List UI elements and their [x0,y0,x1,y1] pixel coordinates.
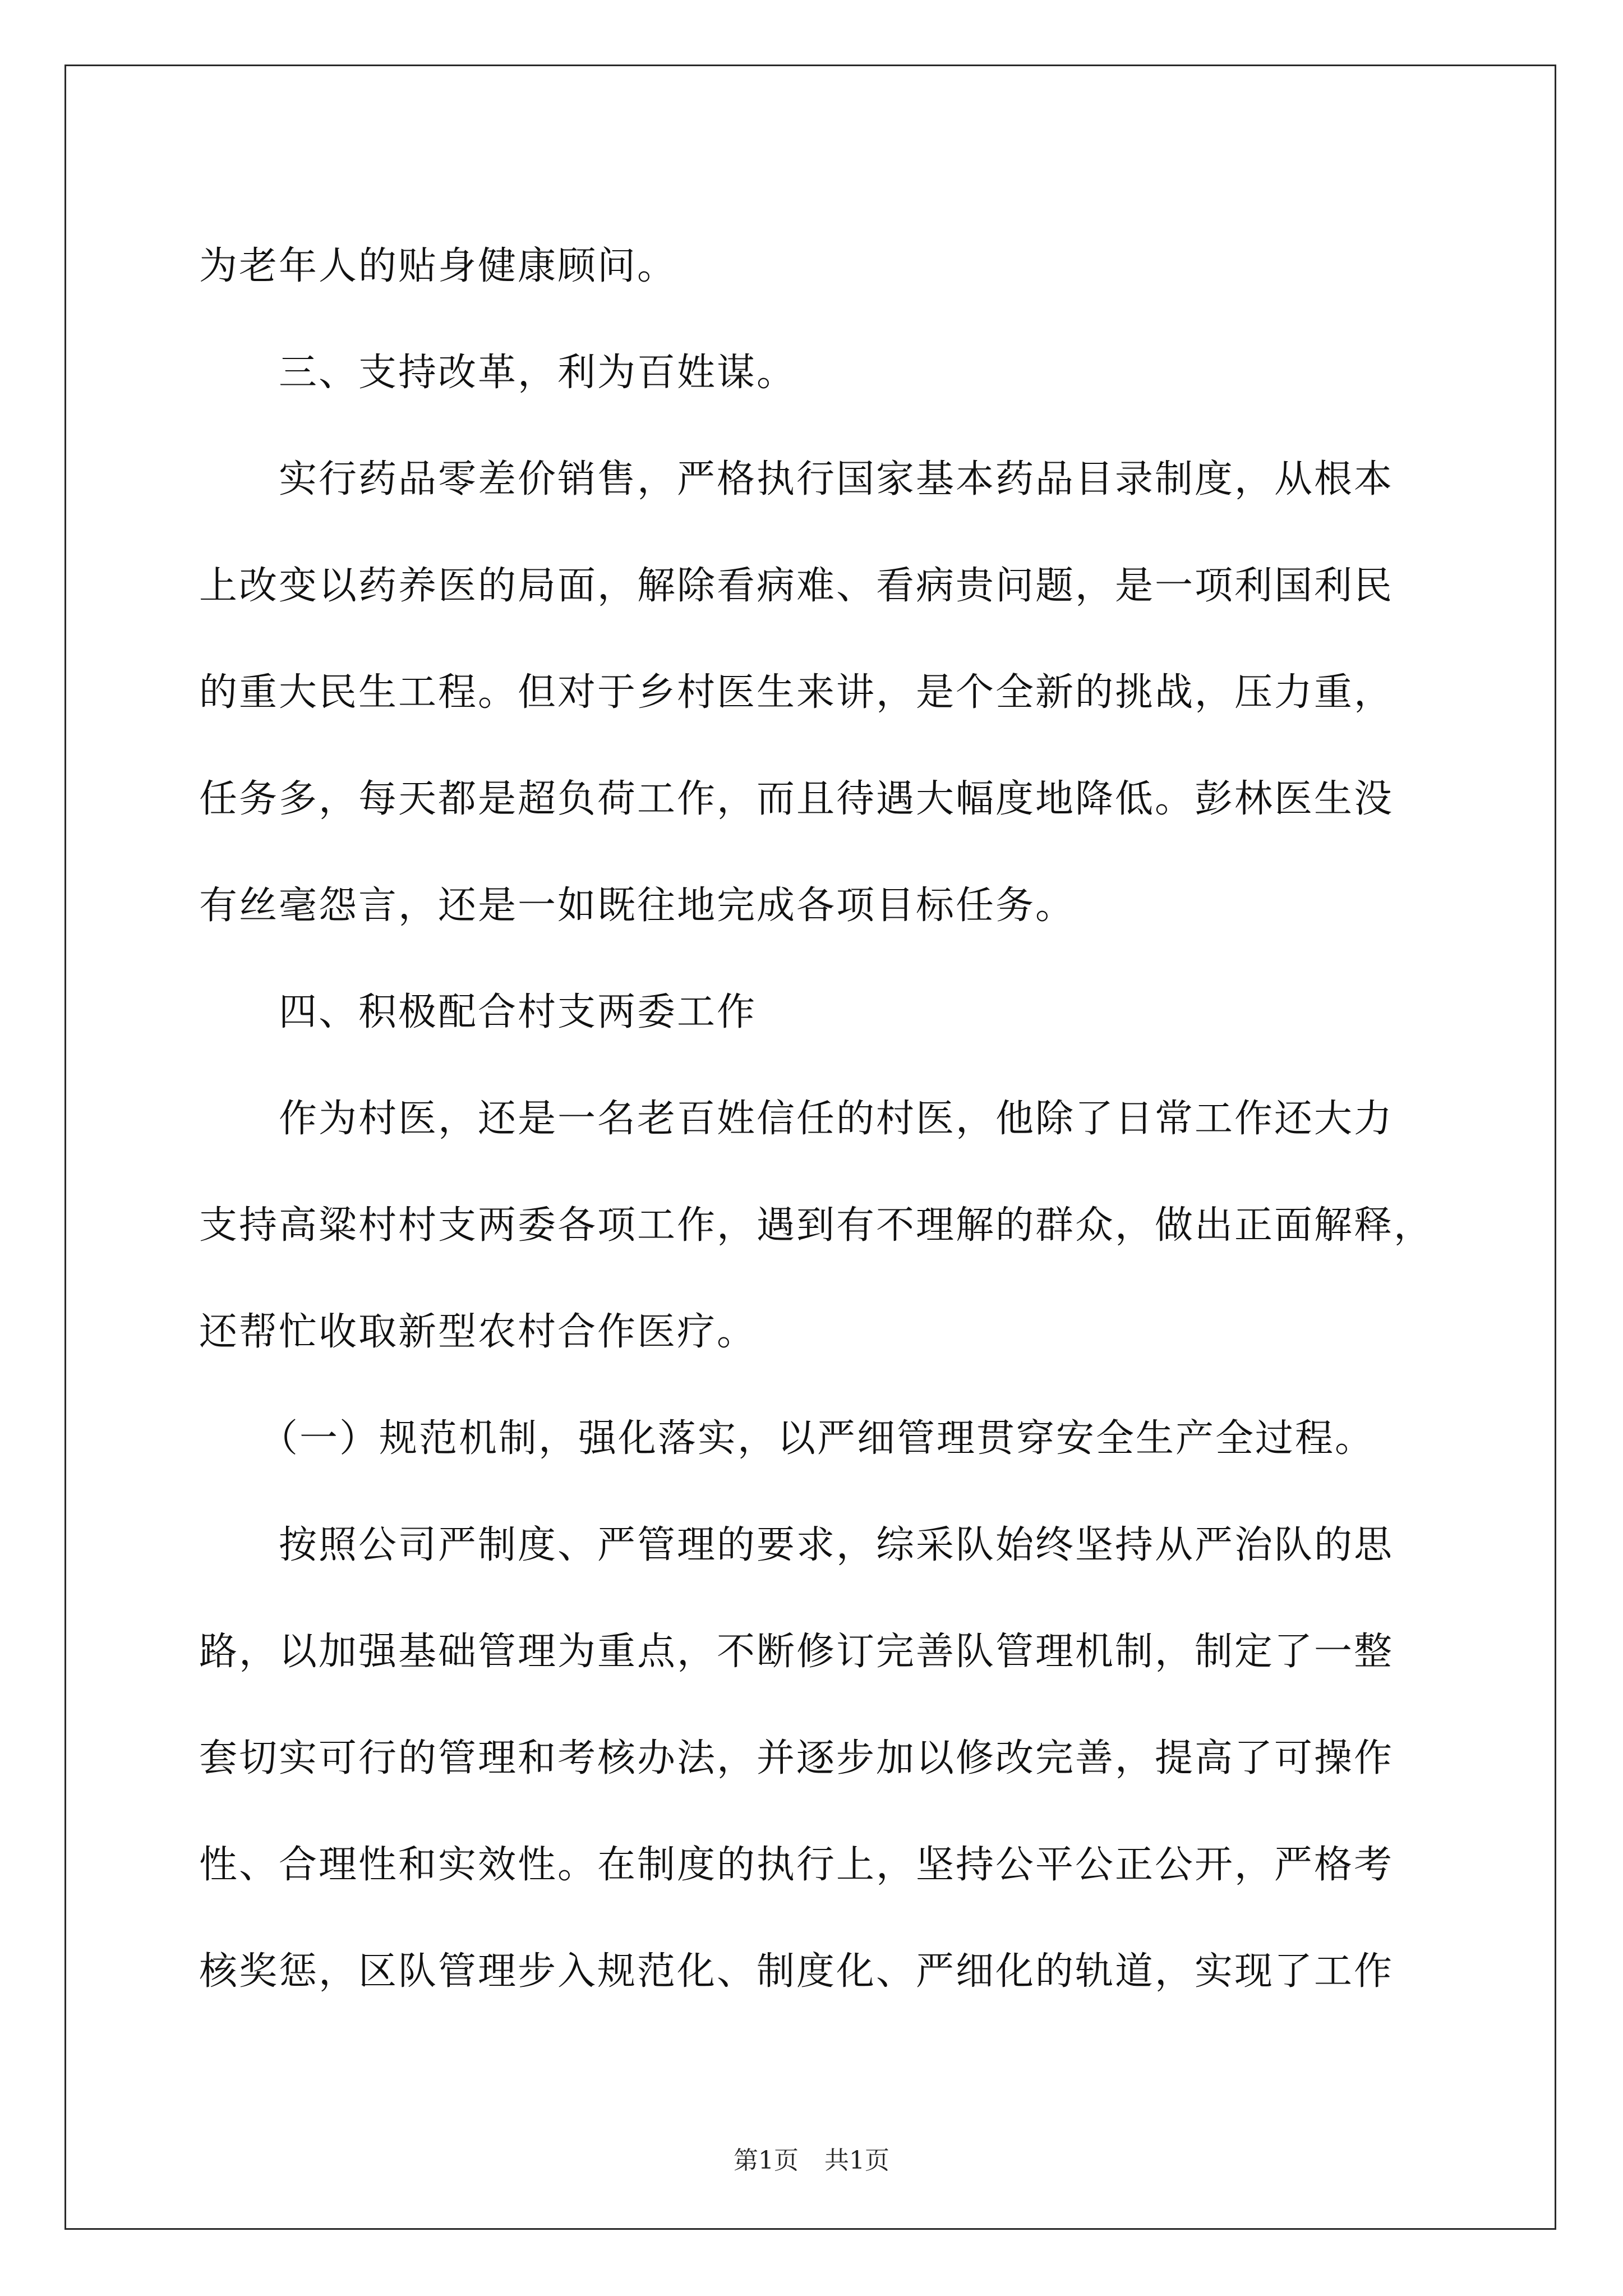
text-line: 还帮忙收取新型农村合作医疗。 [199,1310,757,1354]
text-line: 支持高粱村村支两委各项工作，遇到有不理解的群众，做出正面解释， [199,1203,1434,1248]
text-line: 有丝毫怨言，还是一如既往地完成各项目标任务。 [199,884,1076,928]
text-line: 套切实可行的管理和考核办法，并逐步加以修改完善，提高了可操作 [199,1736,1394,1780]
text-line: 为老年人的贴身健康顾问。 [199,244,677,288]
page-total: 共1页 [824,2146,889,2175]
text-line: 路，以加强基础管理为重点，不断修订完善队管理机制，制定了一整 [199,1630,1394,1674]
page-number: 第1页 [734,2146,799,2175]
text-line: 实行药品零差价销售，严格执行国家基本药品目录制度，从根本 [199,457,1394,501]
document-body [199,213,1461,2025]
text-line: 核奖惩，区队管理步入规范化、制度化、严细化的轨道，实现了工作 [199,1949,1394,1994]
page-footer [0,2140,1623,2176]
text-line: 按照公司严制度、严管理的要求，综采队始终坚持从严治队的思 [199,1523,1394,1567]
text-line: 的重大民生工程。但对于乡村医生来讲，是个全新的挑战，压力重， [199,670,1394,715]
text-line: 作为村医，还是一名老百姓信任的村医，他除了日常工作还大力 [199,1097,1394,1141]
section-heading: （一）规范机制，强化落实，以严细管理贯穿安全生产全过程。 [199,1416,1375,1461]
section-heading: 三、支持改革，利为百姓谋。 [199,351,797,395]
text-line: 任务多，每天都是超负荷工作，而且待遇大幅度地降低。彭林医生没 [199,777,1394,821]
text-line: 性、合理性和实效性。在制度的执行上，坚持公平公正公开，严格考 [199,1843,1394,1887]
section-heading: 四、积极配合村支两委工作 [199,990,757,1034]
text-line: 上改变以药养医的局面，解除看病难、看病贵问题，是一项利国利民 [199,564,1394,608]
